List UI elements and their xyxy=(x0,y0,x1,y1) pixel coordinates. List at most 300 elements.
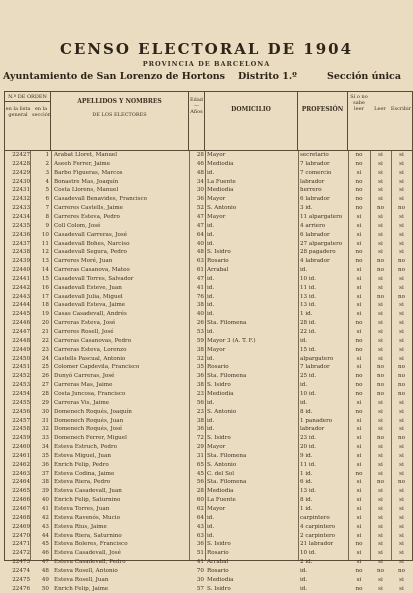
table-row xyxy=(5,549,412,558)
row-address: S. Isidro xyxy=(207,435,231,442)
row-sabe: si xyxy=(356,231,362,238)
row-age: 31 xyxy=(196,452,204,459)
row-num-general: 22436 xyxy=(12,231,30,238)
row-leer: no xyxy=(377,205,384,212)
row-name: Enrich Felip, Saturnino xyxy=(54,497,121,504)
row-age: 47 xyxy=(196,275,204,282)
row-profession: carpintero xyxy=(300,514,330,521)
row-profession: 21 labrador xyxy=(300,541,334,548)
row-num-general: 22475 xyxy=(12,576,30,583)
row-leer: si xyxy=(378,320,383,327)
row-leer: si xyxy=(378,178,383,185)
table-row xyxy=(5,231,412,240)
row-leer: si xyxy=(378,399,383,406)
row-num-general: 22471 xyxy=(12,541,30,548)
seccion-label: Sección única xyxy=(327,71,401,82)
row-sabe: si xyxy=(356,355,362,362)
table-row xyxy=(5,399,412,408)
row-age: 56 xyxy=(196,479,204,486)
row-profession: id. xyxy=(300,382,308,389)
row-profession: 1 panadero xyxy=(300,417,333,424)
table-row xyxy=(5,275,412,284)
row-profession: 1 id. xyxy=(300,311,313,318)
row-sabe: si xyxy=(356,497,362,504)
row-num-general: 22440 xyxy=(12,267,30,274)
row-profession: 11 id. xyxy=(300,461,317,468)
row-address: id. xyxy=(207,169,215,176)
row-num-seccion: 33 xyxy=(41,435,49,442)
table-row xyxy=(5,505,412,514)
row-name: Aseeh Ferrer, Jaime xyxy=(54,160,111,167)
row-leer: si xyxy=(378,417,383,424)
row-address: id. xyxy=(207,532,215,539)
row-num-seccion: 15 xyxy=(41,275,49,282)
row-num-seccion: 40 xyxy=(41,497,49,504)
distrito-label: Distrito 1.º xyxy=(238,71,297,82)
row-profession: 28 id. xyxy=(300,320,317,327)
header-leer: Leer xyxy=(374,106,386,112)
row-name: Dunyó Carreras, José xyxy=(54,373,115,380)
row-address: id. xyxy=(207,514,215,521)
row-leer: si xyxy=(378,506,383,512)
row-address: Mediodia xyxy=(207,187,234,194)
row-name: Esteva Estruch, Pedro xyxy=(54,444,118,451)
row-num-general: 22468 xyxy=(12,514,30,521)
row-escribir: si xyxy=(399,275,404,282)
row-num-seccion: 2 xyxy=(45,160,49,167)
row-escribir: no xyxy=(398,364,405,371)
row-profession: 27 alpargatero xyxy=(300,240,343,247)
table-row xyxy=(5,293,412,302)
row-num-seccion: 23 xyxy=(41,346,49,353)
row-sabe: no xyxy=(355,382,363,389)
row-age: 59 xyxy=(196,337,204,344)
row-leer: si xyxy=(378,408,383,415)
row-profession: 7 comercio xyxy=(300,169,332,176)
row-num-seccion: 36 xyxy=(41,461,49,468)
row-escribir: si xyxy=(399,452,404,459)
row-sabe: si xyxy=(356,532,362,539)
row-escribir: si xyxy=(399,169,404,176)
table-row xyxy=(5,478,412,487)
header-apellidos: APELLIDOS Y NOMBRES DE LOS ELECTORES xyxy=(51,92,189,150)
row-name: Carreras Esteva, Lorenzo xyxy=(54,346,127,353)
row-num-general: 22469 xyxy=(12,523,30,530)
row-escribir: si xyxy=(399,231,404,238)
row-profession: 13 id. xyxy=(300,293,317,300)
row-num-seccion: 19 xyxy=(41,311,49,318)
table-row xyxy=(5,585,412,593)
row-escribir: no xyxy=(398,479,405,486)
row-escribir: no xyxy=(398,373,405,380)
row-profession: 2 carpintero xyxy=(300,532,336,539)
row-escribir: si xyxy=(399,311,404,318)
row-age: 51 xyxy=(196,550,204,557)
row-escribir: si xyxy=(399,284,404,291)
row-num-general: 22446 xyxy=(12,320,30,327)
row-name: Carreres Castells, Jaime xyxy=(54,205,123,212)
row-sabe: si xyxy=(356,479,362,486)
row-profession: 8 id. xyxy=(300,408,313,415)
row-num-seccion: 38 xyxy=(41,479,49,486)
row-age: 70 xyxy=(196,567,204,574)
row-address: Mediodia xyxy=(207,488,234,495)
row-age: 36 xyxy=(196,426,204,433)
table-row xyxy=(5,408,412,417)
table-row xyxy=(5,496,412,505)
row-profession: labrador xyxy=(300,426,325,433)
row-num-seccion: 12 xyxy=(41,249,49,256)
row-profession: 23 id. xyxy=(300,435,317,442)
row-escribir: si xyxy=(399,523,404,530)
row-name: Domenech Roqués, Joaquín xyxy=(54,408,132,415)
header-domicilio: DOMICILIO xyxy=(205,92,298,150)
row-num-general: 22460 xyxy=(12,444,30,451)
row-num-general: 22445 xyxy=(12,311,30,318)
row-sabe: no xyxy=(355,585,363,592)
row-address: S. Isidro xyxy=(207,585,231,592)
row-age: 62 xyxy=(196,506,204,512)
header-profesion: PROFESIÓN xyxy=(298,92,348,150)
row-leer: si xyxy=(378,585,383,592)
row-num-general: 22447 xyxy=(12,329,30,335)
row-num-general: 22429 xyxy=(12,169,30,176)
row-escribir: si xyxy=(399,399,404,406)
row-age: 48 xyxy=(196,169,204,176)
row-name: Esteva Torres, Juan xyxy=(54,506,110,512)
row-address: id. xyxy=(207,311,215,318)
row-sabe: si xyxy=(356,213,362,220)
table-row xyxy=(5,381,412,390)
row-name: Casadevall Torres, Salvador xyxy=(54,275,134,282)
row-escribir: si xyxy=(399,196,404,203)
row-leer: no xyxy=(377,390,384,397)
row-profession: 7 labrador xyxy=(300,364,330,371)
row-sabe: si xyxy=(356,302,362,309)
row-profession: 13 id. xyxy=(300,488,317,495)
row-name: Castells Pascual, Antonio xyxy=(54,355,126,362)
row-leer: no xyxy=(377,373,384,380)
row-leer: si xyxy=(378,222,383,229)
row-address: S. Isidro xyxy=(207,382,231,389)
table-row xyxy=(5,328,412,337)
row-name: Casadevall Benavides, Francisco xyxy=(54,196,147,203)
row-leer: si xyxy=(378,541,383,548)
row-profession: 4 carpintero xyxy=(300,523,336,530)
row-escribir: si xyxy=(399,541,404,548)
row-age: 30 xyxy=(196,187,204,194)
row-address: Sta. Filomena xyxy=(207,320,247,327)
row-leer: no xyxy=(377,435,384,442)
row-num-seccion: 9 xyxy=(45,222,49,229)
row-address: Mayor xyxy=(207,444,226,451)
row-address: La Fuente xyxy=(207,178,236,185)
row-num-seccion: 30 xyxy=(41,408,49,415)
row-name: Esteva Miguel, Juan xyxy=(54,452,111,459)
row-name: Enrich Felip, Jaime xyxy=(54,585,109,592)
row-leer: no xyxy=(377,479,384,486)
row-num-seccion: 7 xyxy=(45,205,49,212)
row-age: 30 xyxy=(196,576,204,583)
row-age: 34 xyxy=(196,178,204,185)
row-age: 45 xyxy=(196,470,204,477)
row-num-general: 22472 xyxy=(12,550,30,557)
row-escribir: si xyxy=(399,514,404,521)
row-address: id. xyxy=(207,417,215,424)
row-address: id. xyxy=(207,302,215,309)
row-profession: labrador xyxy=(300,178,325,185)
row-num-seccion: 35 xyxy=(41,452,49,459)
row-escribir: si xyxy=(399,408,404,415)
table-row xyxy=(5,523,412,532)
table-row xyxy=(5,240,412,249)
row-escribir: si xyxy=(399,550,404,557)
row-escribir: si xyxy=(399,187,404,194)
row-leer: si xyxy=(378,329,383,335)
table-row xyxy=(5,417,412,426)
row-num-general: 22467 xyxy=(12,506,30,512)
row-escribir: no xyxy=(398,205,405,212)
row-sabe: si xyxy=(356,461,362,468)
row-sabe: si xyxy=(356,426,362,433)
row-num-seccion: 14 xyxy=(41,267,49,274)
row-num-general: 22450 xyxy=(12,355,30,362)
row-address: Mayor xyxy=(207,506,226,512)
table-row xyxy=(5,461,412,470)
row-escribir: no xyxy=(398,293,405,300)
row-escribir: no xyxy=(398,390,405,397)
row-profession: 25 id. xyxy=(300,373,317,380)
row-num-seccion: 43 xyxy=(41,523,49,530)
row-escribir: si xyxy=(399,302,404,309)
row-num-general: 22462 xyxy=(12,461,30,468)
row-escribir: si xyxy=(399,461,404,468)
row-leer: si xyxy=(378,514,383,521)
row-sabe: no xyxy=(355,373,363,380)
row-escribir: si xyxy=(399,576,404,583)
row-num-seccion: 4 xyxy=(45,178,49,185)
row-num-general: 22456 xyxy=(12,408,30,415)
row-escribir: si xyxy=(399,320,404,327)
row-age: 28 xyxy=(196,152,204,158)
row-profession: 13 id. xyxy=(300,302,317,309)
row-name: Casadevall Esteve, Juan xyxy=(54,284,122,291)
row-age: 64 xyxy=(196,514,204,521)
row-leer: si xyxy=(378,355,383,362)
row-leer: si xyxy=(378,461,383,468)
table-row xyxy=(5,169,412,178)
row-sabe: no xyxy=(355,205,363,212)
table-row xyxy=(5,257,412,266)
row-name: Esteva Ravenós, Mucio xyxy=(54,514,120,521)
row-num-seccion: 49 xyxy=(41,576,49,583)
row-age: 38 xyxy=(196,302,204,309)
row-sabe: no xyxy=(355,178,363,185)
row-profession: 11 alpargatero xyxy=(300,213,343,220)
table-row xyxy=(5,363,412,372)
row-address: id. xyxy=(207,275,215,282)
row-leer: si xyxy=(378,470,383,477)
row-address: Sta. Filomena xyxy=(207,452,247,459)
row-sabe: si xyxy=(356,576,362,583)
table-row xyxy=(5,487,412,496)
row-address: Mediodia xyxy=(207,576,234,583)
table-row xyxy=(5,434,412,443)
row-num-seccion: 47 xyxy=(41,559,49,566)
row-leer: si xyxy=(378,284,383,291)
row-sabe: si xyxy=(356,488,362,495)
row-age: 60 xyxy=(196,497,204,504)
row-profession: 2 id. xyxy=(300,559,313,566)
row-num-general: 22473 xyxy=(12,559,30,566)
row-profession: 11 id. xyxy=(300,284,317,291)
row-num-general: 22449 xyxy=(12,346,30,353)
row-address: Sta. Filomena xyxy=(207,479,247,486)
row-profession: 8 id. xyxy=(300,497,313,504)
row-leer: si xyxy=(378,488,383,495)
row-name: Esteva Casadevall, José xyxy=(54,550,121,557)
row-address: La Fuente xyxy=(207,497,236,504)
table-row xyxy=(5,186,412,195)
row-name: Casas Casadevall, Andrés xyxy=(54,311,127,318)
row-num-general: 22464 xyxy=(12,479,30,486)
row-age: 41 xyxy=(196,284,204,291)
row-sabe: si xyxy=(356,550,362,557)
row-age: 23 xyxy=(196,390,204,397)
row-age: 76 xyxy=(196,293,204,300)
row-num-general: 22474 xyxy=(12,567,30,574)
row-leer: si xyxy=(378,275,383,282)
table-row xyxy=(5,178,412,187)
row-age: 64 xyxy=(196,231,204,238)
row-leer: si xyxy=(378,452,383,459)
row-num-seccion: 25 xyxy=(41,364,49,371)
row-age: 56 xyxy=(196,399,204,406)
row-leer: si xyxy=(378,169,383,176)
row-num-general: 22463 xyxy=(12,470,30,477)
row-escribir: si xyxy=(399,417,404,424)
row-sabe: si xyxy=(356,514,362,521)
row-name: Costa Juncosa, Francisco xyxy=(54,390,126,397)
row-address: Rosario xyxy=(207,550,229,557)
row-leer: si xyxy=(378,426,383,433)
row-num-seccion: 16 xyxy=(41,284,49,291)
row-num-seccion: 17 xyxy=(41,293,49,300)
row-num-general: 22427 xyxy=(12,152,30,158)
row-escribir: si xyxy=(399,178,404,185)
row-profession: id. xyxy=(300,399,308,406)
table-row xyxy=(5,284,412,293)
row-escribir: si xyxy=(399,355,404,362)
row-leer: si xyxy=(378,576,383,583)
table-row xyxy=(5,558,412,567)
row-leer: si xyxy=(378,213,383,220)
row-num-general: 22430 xyxy=(12,178,30,185)
row-address: id. xyxy=(207,240,215,247)
row-profession: id. xyxy=(300,267,308,274)
row-escribir: si xyxy=(399,213,404,220)
row-age: 65 xyxy=(196,461,204,468)
row-num-seccion: 20 xyxy=(41,320,49,327)
row-sabe: si xyxy=(356,293,362,300)
row-name: Domenech Roqués, José xyxy=(54,426,123,433)
row-address: id. xyxy=(207,222,215,229)
row-address: id. xyxy=(207,426,215,433)
row-escribir: si xyxy=(399,585,404,592)
row-num-seccion: 29 xyxy=(41,399,49,406)
row-name: Casadevall Bohes, Narciso xyxy=(54,240,130,247)
row-leer: si xyxy=(378,160,383,167)
row-sabe: si xyxy=(356,284,362,291)
row-num-general: 22438 xyxy=(12,249,30,256)
table-row xyxy=(5,567,412,576)
row-sabe: no xyxy=(355,258,363,265)
row-address: S. Antonio xyxy=(207,205,237,212)
row-profession: 6 labrador xyxy=(300,231,330,238)
row-profession: 6 id. xyxy=(300,479,313,486)
row-age: 38 xyxy=(196,417,204,424)
row-name: Barbo Figueras, Marcos xyxy=(54,169,123,176)
row-leer: no xyxy=(377,364,384,371)
row-leer: si xyxy=(378,559,383,566)
row-num-general: 22470 xyxy=(12,532,30,539)
row-age: 53 xyxy=(196,329,204,335)
row-escribir: no xyxy=(398,435,405,442)
row-profession: 22 id. xyxy=(300,329,317,335)
row-name: Esteva Rosell, Juan xyxy=(54,576,109,583)
row-num-seccion: 50 xyxy=(41,585,49,592)
row-name: Domenech Ferrer, Miguel xyxy=(54,435,127,442)
table-row xyxy=(5,372,412,381)
row-escribir: si xyxy=(399,559,404,566)
table-row xyxy=(5,222,412,231)
row-num-general: 22439 xyxy=(12,258,30,265)
row-age: 38 xyxy=(196,346,204,353)
row-sabe: si xyxy=(356,275,362,282)
row-name: Carreres Esteva, Pedro xyxy=(54,213,120,220)
row-num-general: 22441 xyxy=(12,275,30,282)
row-age: 36 xyxy=(196,373,204,380)
row-address: Mediodia xyxy=(207,160,234,167)
row-profession: 20 id. xyxy=(300,444,317,451)
row-age: 46 xyxy=(196,160,204,167)
row-profession: id. xyxy=(300,585,308,592)
row-leer: si xyxy=(378,497,383,504)
row-sabe: si xyxy=(356,240,362,247)
table-row xyxy=(5,310,412,319)
row-age: 40 xyxy=(196,240,204,247)
row-sabe: no xyxy=(355,567,363,574)
table-row xyxy=(5,532,412,541)
row-name: Carreres Rosell, José xyxy=(54,329,114,335)
table-row xyxy=(5,266,412,275)
row-sabe: si xyxy=(356,399,362,406)
row-sabe: no xyxy=(355,337,363,344)
row-address: C. del Sol xyxy=(207,470,235,477)
row-address: S. Antonio xyxy=(207,461,237,468)
header-censo-general: en la lista general xyxy=(5,106,31,118)
table-row xyxy=(5,540,412,549)
row-sabe: si xyxy=(356,506,362,512)
row-escribir: si xyxy=(399,497,404,504)
header-sabe: Sí o no sabe leer Leer Escribir xyxy=(350,94,412,112)
table-header xyxy=(5,92,412,151)
row-leer: si xyxy=(378,346,383,353)
row-sabe: si xyxy=(356,329,362,335)
row-leer: si xyxy=(378,337,383,344)
row-sabe: si xyxy=(356,452,362,459)
row-age: 36 xyxy=(196,541,204,548)
